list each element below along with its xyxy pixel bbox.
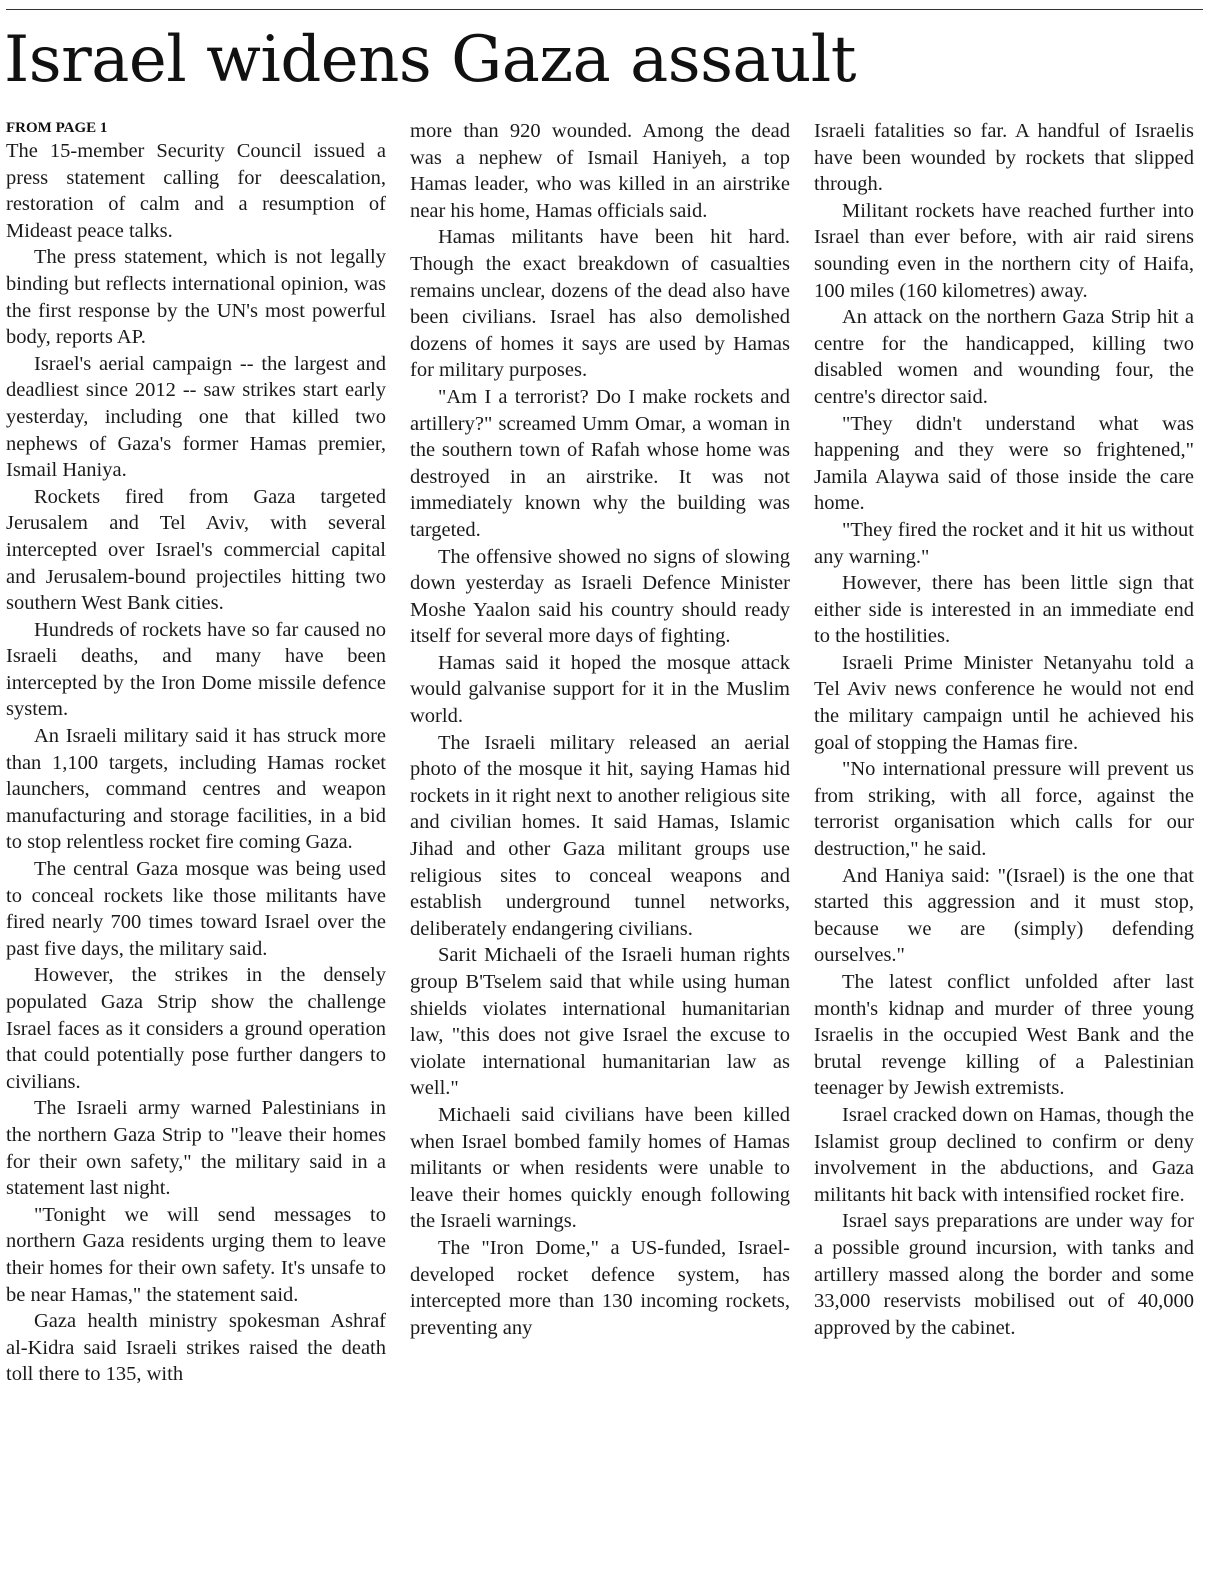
paragraph: The press statement, which is not legally binding but reflects international opinion, was the first response by the UN's most powerful body, reports AP. <box>6 246 386 349</box>
article-body <box>0 118 1221 1583</box>
paragraph: Sarit Michaeli of the Israeli human rights group B'Tselem said that while using human shields violates international humanitarian law, "this does not give Israel the excuse to violate international humanitarian law as well." <box>410 944 790 1100</box>
paragraph: However, there has been little sign that either side is interested in an immediate end to the hostilities. <box>814 572 1194 648</box>
column-2 <box>410 118 790 1341</box>
paragraph: The central Gaza mosque was being used to conceal rockets like those militants have fired nearly 700 times toward Israel over the past five days, the military said. <box>6 858 386 960</box>
paragraph: Michaeli said civilians have been killed when Israel bombed family homes of Hamas militants or when residents were unable to leave their homes quickly enough following the Israeli warnings. <box>410 1103 790 1233</box>
column-1 <box>6 118 386 1388</box>
paragraph: The 15-member Security Council issued a press statement calling for deescalation, restoration of calm and a resumption of Mideast peace talks. <box>6 140 386 242</box>
paragraph: Hamas militants have been hit hard. Though the exact breakdown of casualties remains unclear, dozens of the dead also have been civilians. Israel has also demolished dozens of homes it says are used by Hamas for military purposes. <box>410 226 790 382</box>
paragraph: "Tonight we will send messages to northern Gaza residents urging them to leave their homes for their own safety. It's unsafe to be near Hamas," the statement said. <box>6 1203 386 1306</box>
paragraph: An Israeli military said it has struck more than 1,100 targets, including Hamas rocket launchers, command centres and weapon manufacturing and storage facilities, in a bid to stop relentless rocket fire coming Gaza. <box>6 725 386 854</box>
paragraph: However, the strikes in the densely populated Gaza Strip show the challenge Israel faces as it considers a ground operation that could potentially pose further dangers to civilians. <box>6 964 386 1093</box>
paragraph: And Haniya said: "(Israel) is the one that started this aggression and it must stop, because we are (simply) defending ourselves." <box>814 864 1194 967</box>
paragraph: The "Iron Dome," a US-funded, Israel-developed rocket defence system, has intercepted more than 130 incoming rockets, preventing any <box>410 1236 790 1339</box>
continuation-kicker: FROM PAGE 1 <box>6 120 108 136</box>
paragraph: Israeli fatalities so far. A handful of Israelis have been wounded by rockets that slipped through. <box>814 120 1194 196</box>
paragraph: Rockets fired from Gaza targeted Jerusalem and Tel Aviv, with several intercepted over Israel's commercial capital and Jerusalem-bound projectiles hitting two southern West Bank cities. <box>6 485 386 615</box>
paragraph: Hamas said it hoped the mosque attack would galvanise support for it in the Muslim world. <box>410 651 790 728</box>
paragraph: "They didn't understand what was happening and they were so frightened," Jamila Alaywa said of those inside the care home. <box>814 412 1194 515</box>
paragraph: Israel cracked down on Hamas, though the Islamist group declined to confirm or deny involvement in the abductions, and Gaza militants hit back with intensified rocket fire. <box>814 1103 1194 1206</box>
paragraph: The latest conflict unfolded after last month's kidnap and murder of three young Israelis in the occupied West Bank and the brutal revenge killing of a Palestinian teenager by Jewish extremists. <box>814 971 1194 1100</box>
paragraph: "They fired the rocket and it hit us without any warning." <box>814 518 1194 568</box>
headline: Israel widens Gaza assault <box>4 23 856 97</box>
paragraph: "Am I a terrorist? Do I make rockets and artillery?" screamed Umm Omar, a woman in the southern town of Rafah whose home was destroyed in an airstrike. It was not immediately known why the building was targeted. <box>410 385 790 541</box>
paragraph: Israeli Prime Minister Netanyahu told a Tel Aviv news conference he would not end the military campaign until he achieved his goal of stopping the Hamas fire. <box>814 651 1194 754</box>
paragraph: The Israeli army warned Palestinians in the northern Gaza Strip to "leave their homes for their own safety," the military said in a statement last night. <box>6 1097 386 1200</box>
paragraph: The offensive showed no signs of slowing down yesterday as Israeli Defence Minister Moshe Yaalon said his country should ready itself for several more days of fighting. <box>410 545 790 648</box>
paragraph: "No international pressure will prevent us from striking, with all force, against the terrorist organisation which calls for our destruction," he said. <box>814 758 1194 861</box>
paragraph: more than 920 wounded. Among the dead was a nephew of Ismail Haniyeh, a top Hamas leader, who was killed in an airstrike near his home, Hamas officials said. <box>410 120 790 222</box>
paragraph: Israel says preparations are under way for a possible ground incursion, with tanks and artillery massed along the border and some 33,000 reservists mobilised out of 40,000 approved by the cabinet. <box>814 1210 1194 1339</box>
paragraph: Militant rockets have reached further into Israel than ever before, with air raid sirens sounding even in the northern city of Haifa, 100 miles (160 kilometres) away. <box>814 199 1194 302</box>
paragraph: Israel's aerial campaign -- the largest and deadliest since 2012 -- saw strikes start early yesterday, including one that killed two nephews of Gaza's former Hamas premier, Ismail Haniya. <box>6 352 386 482</box>
top-rule <box>6 9 1203 10</box>
paragraph: The Israeli military released an aerial photo of the mosque it hit, saying Hamas hid rockets in it right next to another religious site and civilian homes. It said Hamas, Islamic Jihad and other Gaza militant groups use religious sites to conceal weapons and establish underground tunnel networks, deliberately endangering civilians. <box>410 731 790 940</box>
paragraph: An attack on the northern Gaza Strip hit a centre for the handicapped, killing two disabled women and wounding four, the centre's director said. <box>814 306 1194 408</box>
column-3 <box>814 118 1194 1341</box>
paragraph: Hundreds of rockets have so far caused no Israeli deaths, and many have been intercepted by the Iron Dome missile defence system. <box>6 618 386 721</box>
paragraph: Gaza health ministry spokesman Ashraf al-Kidra said Israeli strikes raised the death toll there to 135, with <box>6 1310 386 1386</box>
